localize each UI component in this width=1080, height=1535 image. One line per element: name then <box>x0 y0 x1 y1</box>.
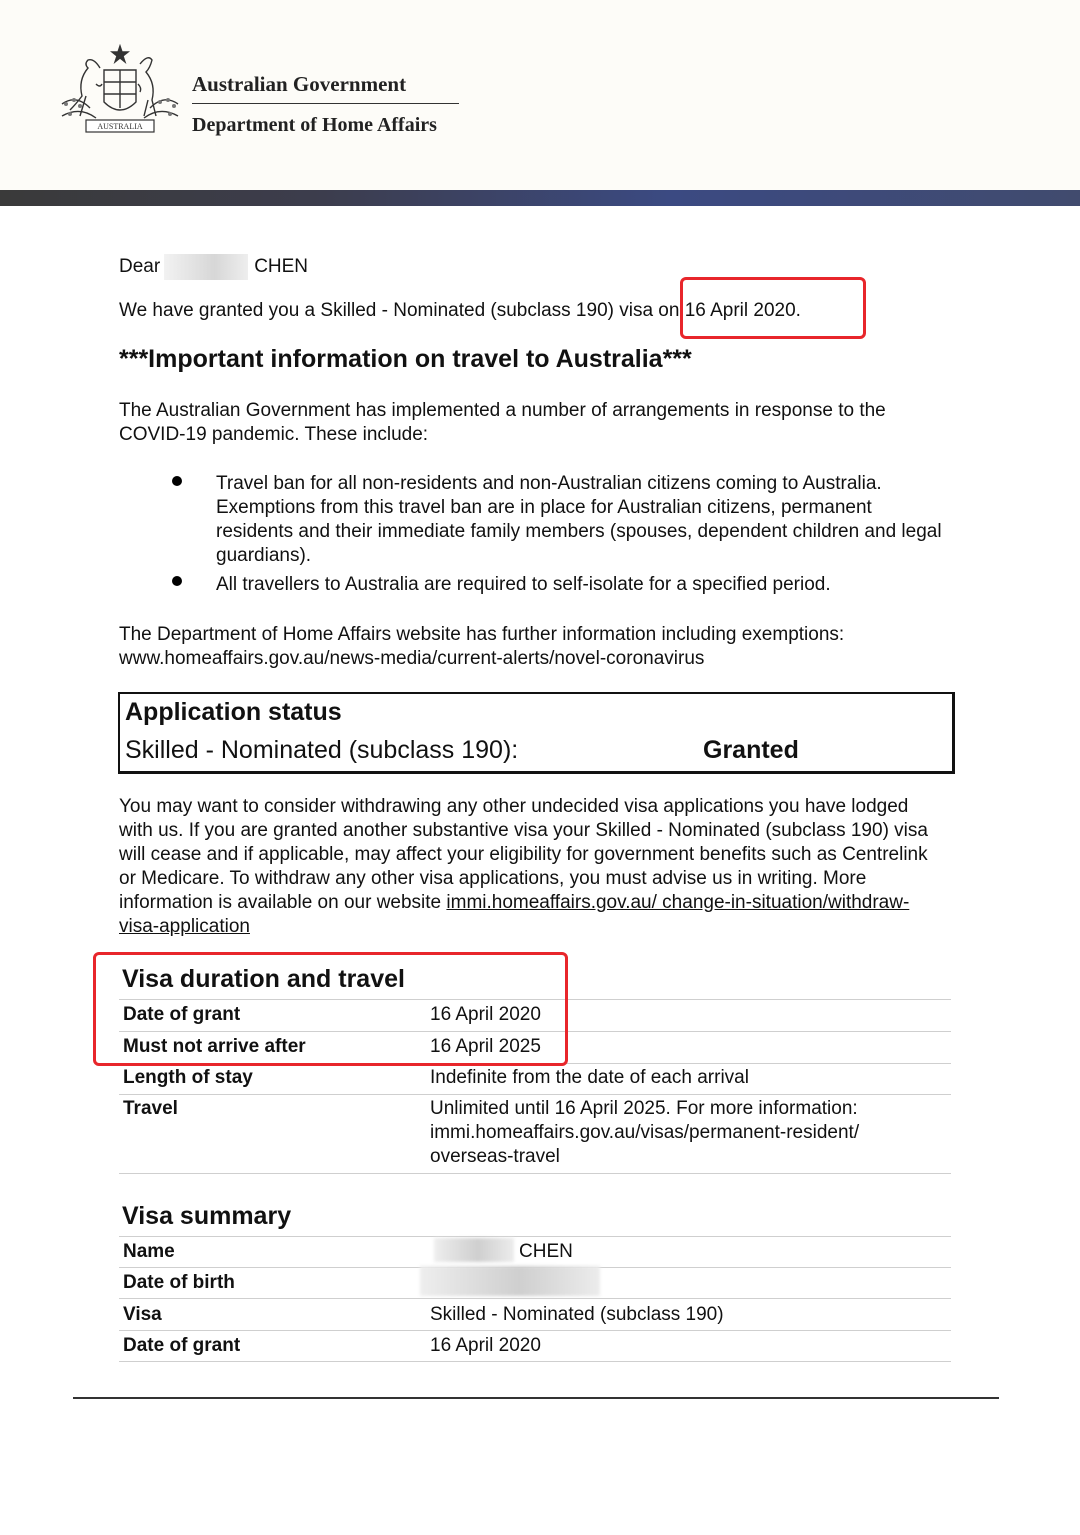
redacted-date-of-birth <box>420 1266 600 1296</box>
grant-statement: We have granted you a Skilled - Nominated (subclass 190) visa on 16 April 2020. <box>119 300 801 321</box>
website-info-text: The Department of Home Affairs website has further information including exemptions: <box>119 624 845 645</box>
row-label: Date of birth <box>123 1272 235 1293</box>
row-divider <box>119 1094 951 1095</box>
row-divider <box>119 1173 951 1174</box>
row-value: Indefinite from the date of each arrival <box>430 1067 749 1088</box>
withdraw-paragraph <box>119 795 939 939</box>
grant-date-highlight <box>680 277 866 339</box>
bullet-self-isolate: All travellers to Australia are required to self-isolate for a specified period. <box>216 574 831 595</box>
withdraw-text: You may want to consider withdrawing any other undecided visa applications you have lodged with us. If you are granted another substantive visa your Skilled - Nominated (subclass 190) visa will cease and if applicable, may affect your eligibility for government benefits such as Centrelink or Medicare. To withdraw any other visa applications, you must advise us in writing. More information is available on our website <box>119 796 928 913</box>
row-label: Length of stay <box>123 1067 253 1088</box>
website-info <box>119 623 949 671</box>
row-divider <box>119 1236 951 1237</box>
crest-ribbon-text: AUSTRALIA <box>97 122 143 131</box>
header-divider <box>192 103 459 104</box>
application-status-box <box>118 692 955 774</box>
bullet-dot <box>172 576 182 586</box>
header-band <box>0 190 1080 206</box>
row-label: Name <box>123 1241 175 1262</box>
important-heading: ***Important information on travel to Australia*** <box>119 345 692 373</box>
application-status-visa: Skilled - Nominated (subclass 190): <box>125 736 519 764</box>
application-status-title: Application status <box>125 698 342 726</box>
visa-summary-title: Visa summary <box>122 1202 292 1230</box>
row-label: Date of grant <box>123 1004 241 1025</box>
row-value: CHEN <box>519 1241 573 1262</box>
row-value: 16 April 2025 <box>430 1036 541 1057</box>
footer-divider <box>73 1397 999 1399</box>
row-value: 16 April 2020 <box>430 1335 541 1356</box>
row-label: Must not arrive after <box>123 1036 306 1057</box>
salutation <box>119 254 308 280</box>
department-name: Department of Home Affairs <box>192 114 437 136</box>
salutation-surname: CHEN <box>254 256 309 278</box>
row-divider <box>119 1330 951 1331</box>
covid-intro: The Australian Government has implemented a number of arrangements in response to the COVID-19 pandemic. These include: <box>119 400 886 445</box>
row-label: Visa <box>123 1304 162 1325</box>
bullet-travel-ban: Travel ban for all non-residents and non-Australian citizens coming to Australia. Exemptions from this travel ban are in place for Australian citizens, permanent residents and their immediate family members (spouses, dependent children and legal guardians). <box>216 473 942 566</box>
website-url: www.homeaffairs.gov.au/news-media/current-alerts/novel-coronavirus <box>119 648 705 669</box>
row-value: 16 April 2020 <box>430 1004 541 1025</box>
row-label: Date of grant <box>123 1335 241 1356</box>
withdraw-link[interactable]: immi.homeaffairs.gov.au/ change-in-situation/withdraw-visa-application <box>119 892 910 937</box>
row-label: Travel <box>123 1098 178 1119</box>
redacted-given-name <box>164 254 248 280</box>
row-value: Unlimited until 16 April 2025. For more information: immi.homeaffairs.gov.au/visas/permanent-resident/ overseas-travel <box>430 1098 860 1167</box>
bullet-dot <box>172 476 182 486</box>
redacted-given-name <box>434 1238 514 1262</box>
row-value: Skilled - Nominated (subclass 190) <box>430 1304 724 1325</box>
row-divider <box>119 1361 951 1362</box>
visa-duration-highlight <box>93 952 568 1066</box>
application-status-value: Granted <box>703 736 799 764</box>
coat-of-arms-icon <box>56 44 184 140</box>
government-name: Australian Government <box>192 72 407 96</box>
letterhead <box>0 0 1080 190</box>
salutation-word: Dear <box>119 256 161 278</box>
row-divider <box>119 1298 951 1299</box>
visa-duration-title: Visa duration and travel <box>122 965 405 993</box>
